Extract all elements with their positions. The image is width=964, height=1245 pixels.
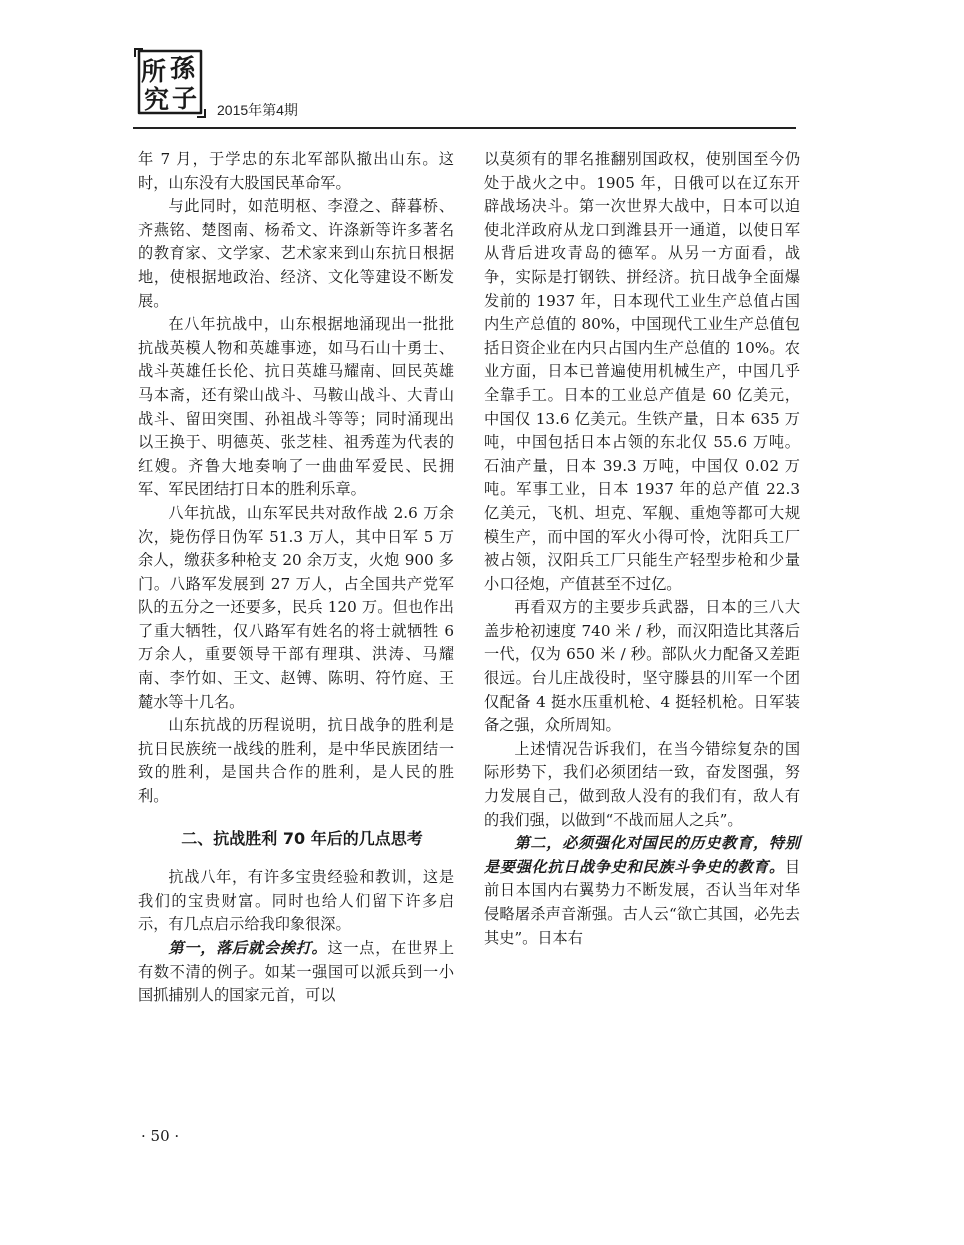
point-two-body: 目前日本国内右翼势力不断发展，否认当年对华侵略屠杀声音渐强。古人云“欲亡其国，必先去其史”。日本右: [484, 857, 800, 947]
left-paragraph-6: 抗战八年，有许多宝贵经验和教训，这是我们的宝贵财富。同时也给人们留下许多启示，有几点启示给我印象很深。: [138, 868, 454, 934]
right-column: [484, 148, 800, 950]
left-paragraph-5: 山东抗战的历程说明，抗日战争的胜利是抗日民族统一战线的胜利，是中华民族团结一致的胜利，是国共合作的胜利，是人民的胜利。: [138, 716, 454, 806]
left-paragraph-7: [138, 937, 454, 1008]
left-paragraph-3: 在八年抗战中，山东根据地涌现出一批批抗战英模人物和英雄事迹，如马石山十勇士、战斗英雄任长伦、抗日英雄马耀南、回民英雄马本斋，还有梁山战斗、马鞍山战斗、大青山战斗、留田突围、孙祖战斗等等；同时涌现出以王换于、明德英、张芝桂、祖秀莲为代表的红嫂。齐鲁大地奏响了一曲曲军爱民、民拥军、军民团结打日本的胜利乐章。: [138, 315, 454, 499]
left-column: [138, 148, 454, 1008]
section-heading: 二、抗战胜利 70 年后的几点思考: [181, 828, 423, 848]
point-one-body: 这一点，在世界上有数不清的例子。如某一强国可以派兵到一小国抓捕别人的国家元首，可以: [138, 939, 455, 1005]
point-one-lead: 第一，落后就会挨打。: [168, 939, 328, 957]
right-paragraph-2: 再看双方的主要步兵武器，日本的三八大盖步枪初速度 740 米 / 秒，而汉阳造比其落后一代，仅为 650 米 / 秒。部队火力配备又差距很远。台儿庄战役时，坚守滕县的川军一个团仅配备 4 挺水压重机枪、4 挺轻机枪。日军装备之强，众所周知。: [484, 598, 800, 735]
right-paragraph-1: 以莫须有的罪名推翻别国政权，使别国至今仍处于战火之中。1905 年，日俄可以在辽东开辟战场决斗。第一次世界大战中，日本可以迫使北洋政府从龙口到潍县开一通道，以使日军从背后进攻青岛的德军。从另一方面看，战争，实际是打钢铁、拼经济。抗日战争全面爆发前的 1937 年，日本现代工业生产总值占国内生产总值的 80%，中国现代工业生产总值包括日资企业在内只占国内生产总值的 10%。农业方面，日本已普遍使用机械生产，中国几乎全靠手工。日本的工业总产值是 60 亿美元，中国仅 13.6 亿美元。生铁产量，日本 635 万吨，中国包括日本占领的东北仅 55.6 万吨。石油产量，日本 39.3 万吨，中国仅 0.02 万吨。军事工业，日本 1937 年的总产值 22.3 亿美元，飞机、坦克、军舰、重炮等都可大规模生产，而中国的军火小得可怜，沈阳兵工厂被占领，汉阳兵工厂只能生产轻型步枪和少量小口径炮，产值甚至不过亿。: [484, 150, 800, 593]
right-paragraph-3: 上述情况告诉我们，在当今错综复杂的国际形势下，我们必须团结一致，奋发图强，努力发展自己，做到敌人没有的我们有，敌人有的我们强，以做到“不战而屈人之兵”。: [484, 739, 800, 829]
left-paragraph-1: 年 7 月，于学忠的东北军部队撤出山东。这时，山东没有大股国民革命军。: [138, 150, 454, 192]
right-paragraph-4: [484, 832, 800, 950]
logo-char-2: 孫: [170, 54, 196, 83]
point-two-lead: 第二，必须强化对国民的历史教育，特别是要强化抗日战争史和民族斗争史的教育。: [484, 834, 800, 876]
logo-char-1: 所: [141, 57, 167, 86]
page-number: · 50 ·: [141, 1127, 180, 1145]
left-paragraph-2: 与此同时，如范明枢、李澄之、薛暮桥、齐燕铭、楚图南、杨希文、许涤新等许多著名的教育家、文学家、艺术家来到山东抗日根据地，使根据地政治、经济、文化等建设不断发展。: [138, 197, 454, 310]
logo-char-3: 究: [144, 85, 170, 114]
left-paragraph-4: 八年抗战，山东军民共对敌作战 2.6 万余次，毙伤俘日伪军 51.3 万人，其中日军 5 万余人，缴获多种枪支 20 余万支，火炮 900 多门。八路军发展到 27 万人，占全国共产党军队的五分之一还要多，民兵 120 万。但也作出了重大牺牲，仅八路军有姓名的将士就牺牲 6 万余人，重要领导干部有理琪、洪涛、马耀南、李竹如、王文、赵镈、陈明、符竹庭、王麓水等十几名。: [138, 503, 454, 711]
header-divider: [133, 127, 796, 129]
journal-logo: [133, 47, 207, 119]
logo-char-4: 子: [172, 84, 198, 113]
issue-label: 2015年第4期: [217, 102, 298, 118]
